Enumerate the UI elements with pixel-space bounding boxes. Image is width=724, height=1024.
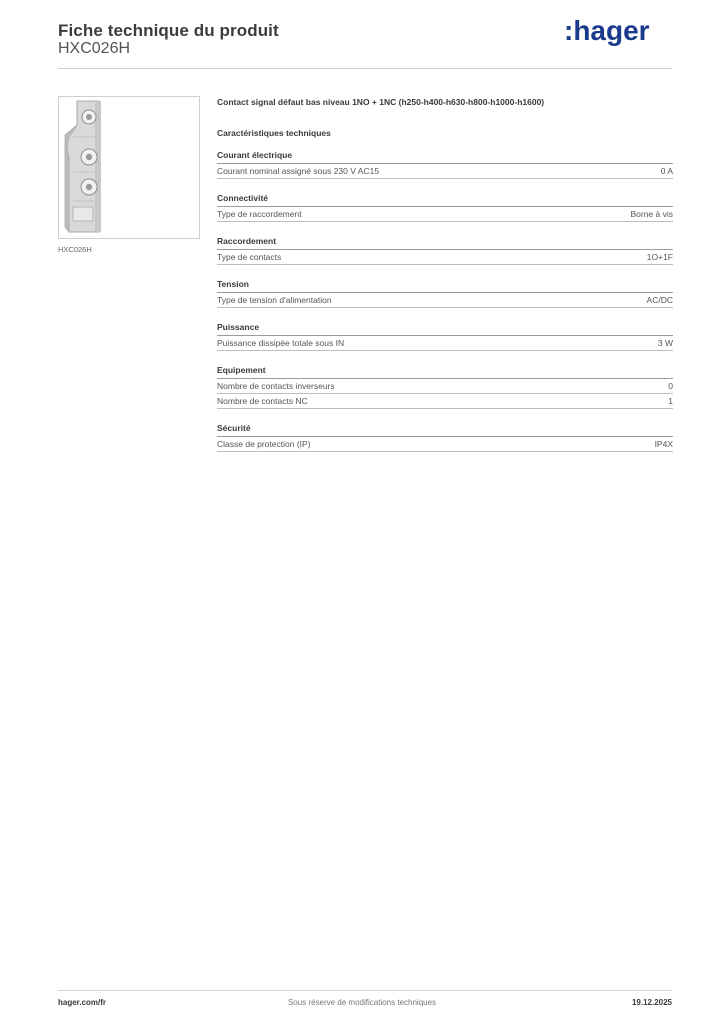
spec-label: Courant nominal assigné sous 230 V AC15 [217,166,380,176]
spec-row [217,336,673,351]
spec-value: 0 A [660,166,673,176]
spec-label: Nombre de contacts inverseurs [217,381,335,391]
spec-value: 3 W [657,338,673,348]
footer-notice: Sous réserve de modifications techniques [287,998,437,1007]
spec-row [217,250,673,265]
footer-divider [58,990,672,991]
spec-row [217,437,673,452]
spec-label: Type de raccordement [217,209,302,219]
section-title: Connectivité [217,192,673,207]
spec-value: IP4X [654,439,673,449]
logo-text: :hager [564,16,650,46]
page-title: Fiche technique du produit [58,21,279,40]
section-title: Raccordement [217,235,673,250]
section-title: Equipement [217,364,673,379]
spec-section [217,321,673,351]
header-divider [58,68,672,69]
spec-section [217,422,673,452]
spec-row [217,207,673,222]
product-image [59,97,201,240]
spec-section [217,149,673,179]
spec-section [217,192,673,222]
hager-logo [564,16,654,46]
spec-value: 0 [668,381,673,391]
footer-website-link[interactable]: hager.com/fr [58,998,107,1007]
spec-content [217,96,673,452]
spec-label: Puissance dissipée totale sous IN [217,338,345,348]
spec-value: Borne à vis [630,209,673,219]
spec-section [217,235,673,265]
product-description: Contact signal défaut bas niveau 1NO + 1NC (h250-h400-h630-h800-h1000-h1600) [217,97,545,107]
spec-section [217,364,673,409]
spec-label: Type de contacts [217,252,282,262]
spec-section [217,278,673,308]
section-title: Puissance [217,321,673,336]
section-title: Tension [217,278,673,293]
spec-label: Type de tension d'alimentation [217,295,332,305]
section-title: Sécurité [217,422,673,437]
spec-row [217,394,673,409]
spec-row [217,379,673,394]
spec-label: Classe de protection (IP) [217,439,311,449]
product-reference: HXC026H [58,40,131,57]
spec-value: 1O+1F [646,252,673,262]
product-image-frame [58,96,200,239]
spec-row [217,164,673,179]
spec-value: 1 [668,396,673,406]
product-image-caption: HXC026H [58,245,92,254]
section-title: Courant électrique [217,149,673,164]
spec-value: AC/DC [646,295,673,305]
footer-date: 19.12.2025 [631,998,672,1007]
spec-heading: Caractéristiques techniques [217,128,331,138]
spec-label: Nombre de contacts NC [217,396,308,406]
spec-row [217,293,673,308]
